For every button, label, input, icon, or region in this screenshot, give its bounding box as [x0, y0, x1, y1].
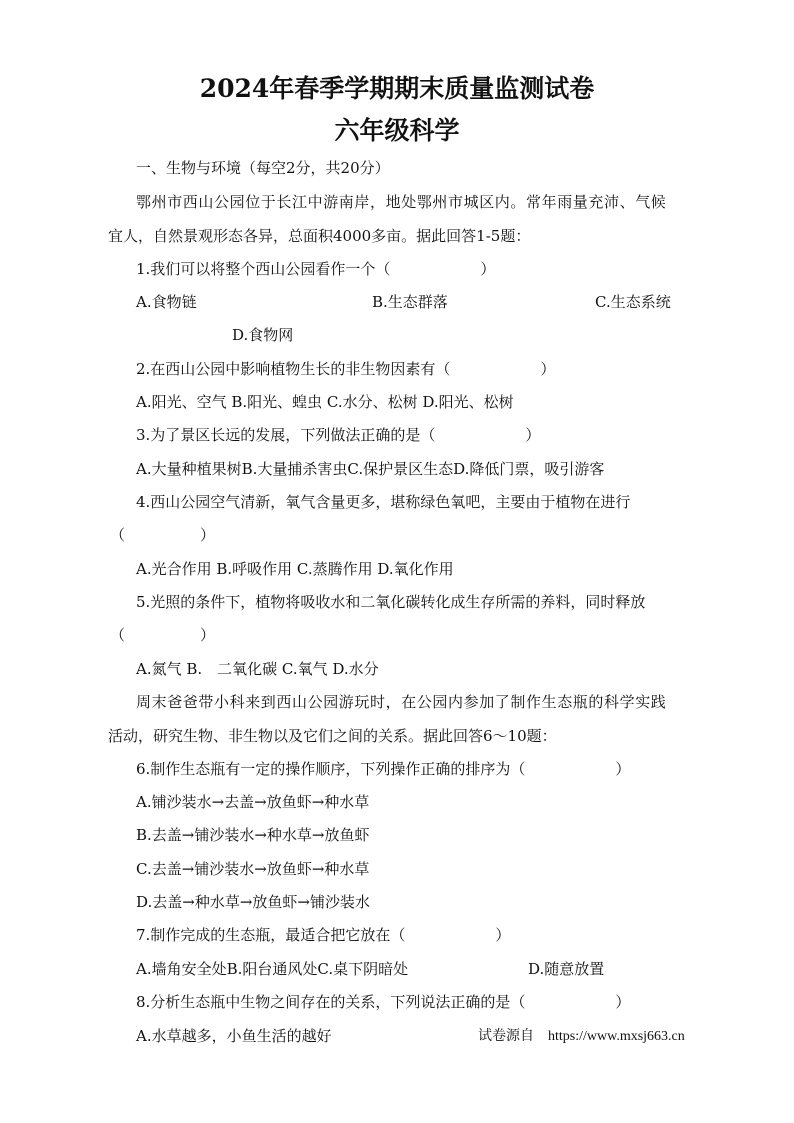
- source-note: [478, 1026, 685, 1047]
- question-8: 8.分析生态瓶中生物之间存在的关系，下列说法正确的是（ ）: [136, 993, 631, 1011]
- option-a: A.铺沙装水→去盖→放鱼虾→种水草: [136, 793, 370, 811]
- exam-subtitle: 六年级科学: [334, 116, 460, 145]
- source-url[interactable]: https://www.mxsj663.cn: [548, 1029, 685, 1044]
- option-b: B.生态群落: [372, 293, 448, 311]
- option-a: A.食物链: [136, 293, 197, 311]
- options-line: A.阳光、空气 B.阳光、蝗虫 C.水分、松树 D.阳光、松树: [136, 393, 514, 411]
- question-5: 5.光照的条件下，植物将吸收水和二氧化碳转化成生存所需的养料，同时释放: [136, 593, 646, 611]
- question-1: 1.我们可以将整个西山公园看作一个（ ）: [136, 260, 496, 278]
- question-6: 6.制作生态瓶有一定的操作顺序，下列操作正确的排序为（ ）: [136, 760, 631, 778]
- question-2: 2.在西山公园中影响植物生长的非生物因素有（ ）: [136, 360, 556, 378]
- option-d: D.随意放置: [528, 960, 605, 978]
- exam-title: 2024年春季学期期末质量监测试卷: [199, 74, 595, 103]
- question-3: 3.为了景区长远的发展，下列做法正确的是（ ）: [136, 426, 541, 444]
- option-c: C.去盖→铺沙装水→放鱼虾→种水草: [136, 860, 370, 878]
- options-line: A.光合作用 B.呼吸作用 C.蒸腾作用 D.氧化作用: [136, 560, 454, 578]
- source-label: 试卷源自: [478, 1028, 534, 1044]
- options-line: A.大量种植果树B.大量捕杀害虫C.保护景区生态D.降低门票，吸引游客: [136, 460, 605, 478]
- passage-line: 宜人，自然景观形态各异，总面积4000多亩。据此回答1-5题：: [108, 227, 531, 245]
- options-line: A.氮气 B. 二氧化碳 C.氧气 D.水分: [136, 660, 379, 678]
- option-a: A.水草越多，小鱼生活的越好: [136, 1027, 332, 1045]
- passage-line: 鄂州市西山公园位于长江中游南岸，地处鄂州市城区内。常年雨量充沛、气候: [136, 193, 667, 211]
- question-4: 4.西山公园空气清新，氧气含量更多，堪称绿色氧吧，主要由于植物在进行: [136, 493, 631, 511]
- option-d: D.去盖→种水草→放鱼虾→铺沙装水: [136, 893, 370, 911]
- option-b: B.去盖→铺沙装水→种水草→放鱼虾: [136, 826, 370, 844]
- section-heading: 一、生物与环境（每空2分，共20分）: [136, 159, 390, 177]
- option-d: D.食物网: [232, 326, 294, 344]
- passage-line: 活动，研究生物、非生物以及它们之间的关系。据此回答6～10题：: [108, 727, 557, 745]
- question-7: 7.制作完成的生态瓶，最适合把它放在（ ）: [136, 926, 511, 944]
- options-line: A.墙角安全处B.阳台通风处C.桌下阴暗处: [136, 960, 409, 978]
- answer-blank: （ ）: [110, 526, 216, 544]
- passage-line: 周末爸爸带小科来到西山公园游玩时，在公园内参加了制作生态瓶的科学实践: [136, 693, 667, 711]
- option-c: C.生态系统: [595, 293, 671, 311]
- answer-blank: （ ）: [110, 626, 216, 644]
